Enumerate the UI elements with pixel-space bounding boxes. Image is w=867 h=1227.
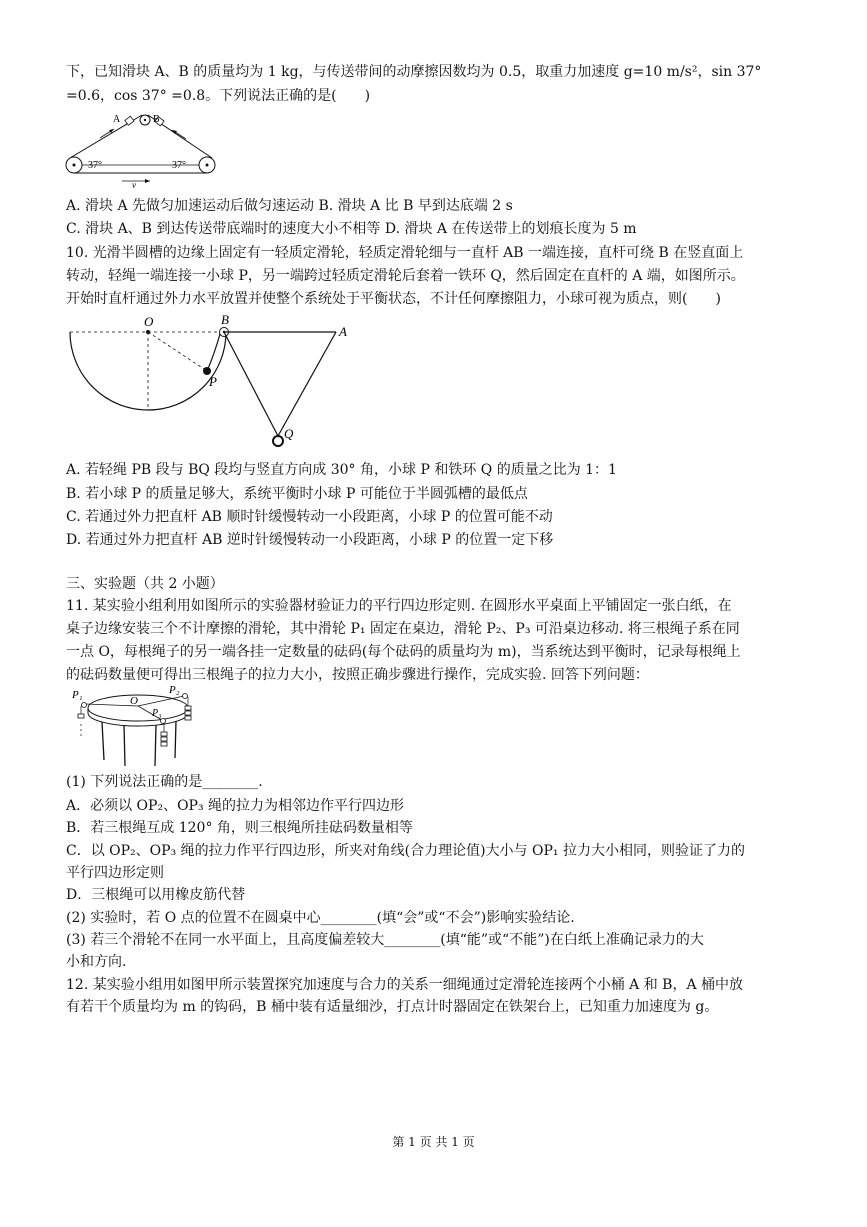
q12-stem-line2: 有若干个质量均为 m 的钩码，B 桶中装有适量细沙，打点计时器固定在铁架台上，已知重力加速度为 g。 (66, 999, 719, 1015)
fig-label-p1: P₁ (72, 689, 83, 701)
q10-option-c: C. 若通过外力把直杆 AB 顺时针缓慢转动一小段距离，小球 P 的位置可能不动 (66, 509, 553, 525)
fig-label-v: v (132, 180, 136, 190)
q9-stem-line1: 下，已知滑块 A、B 的质量均为 1 kg，与传送带间的动摩擦因数均为 0.5，取重力加速度 g=10 m/s²，sin 37° (66, 64, 762, 80)
q10-option-b: B. 若小球 P 的质量足够大，系统平衡时小球 P 可能位于半圆弧槽的最低点 (66, 486, 528, 502)
q9-option-cd: C. 滑块 A、B 到达传送带底端时的速度大小不相等 D. 滑块 A 在传送带上的划痕长度为 5 m (66, 221, 637, 237)
q11-sub2: (2) 实验时，若 O 点的位置不在圆桌中心________(填“会”或“不会”)影响实验结论. (66, 910, 575, 926)
q11-sub1: (1) 下列说法正确的是________. (66, 774, 263, 790)
q10-stem-line2: 转动，轻绳一端连接一小球 P，另一端跨过轻质定滑轮后套着一铁环 Q，然后固定在直杆的 A 端，如图所示。 (66, 268, 745, 284)
fig-label-b: B (221, 312, 229, 327)
section-title: 三、实验题（共 2 小题） (66, 576, 224, 592)
q11-option-c-line1: C．以 OP₂、OP₃ 绳的拉力作平行四边形，所夹对角线(合力理论值)大小与 OP₁ 拉力大小相同，则验证了力的 (66, 843, 745, 859)
fig-label-o: O (144, 314, 154, 329)
q11-option-a: A．必须以 OP₂、OP₃ 绳的拉力为相邻边作平行四边形 (66, 798, 405, 814)
q11-stem-line4: 的砝码数量便可得出三根绳子的拉力大小，按照正确步骤进行操作，完成实验. 回答下列问题： (66, 667, 649, 683)
q11-option-c-line2: 平行四边形定则 (66, 865, 164, 881)
q11-stem-line1: 11. 某实验小组利用如图所示的实验器材验证力的平行四边形定则. 在圆形水平桌面上平铺固定一张白纸，在 (66, 598, 732, 614)
page-footer: 第 1 页 共 1 页 (392, 1135, 475, 1149)
conveyor-belt-figure (62, 108, 222, 190)
q11-stem-line2: 桌子边缘安装三个不计摩擦的滑轮，其中滑轮 P₁ 固定在桌边，滑轮 P₂、P₃ 可沿桌边移动. 将三根绳子系在同 (66, 621, 740, 637)
fig-label-p2: P₂ (169, 686, 180, 696)
fig-angle-left: 37° (88, 160, 102, 171)
q11-sub3-line2: 小和方向. (66, 954, 127, 970)
semicircle-pulley-figure (64, 310, 364, 456)
fig-label-a: A (113, 114, 121, 125)
q11-option-d: D．三根绳可以用橡皮筋代替 (66, 887, 246, 903)
q11-sub3-line1: (3) 若三个滑轮不在同一水平面上，且高度偏差较大________(填“能”或“不能”)在白纸上准确记录力的大 (66, 932, 704, 948)
fig-label-b: B (153, 114, 160, 125)
q10-stem-line3: 开始时直杆通过外力水平放置并使整个系统处于平衡状态，不计任何摩擦阻力，小球可视为质点，则( ) (66, 291, 721, 307)
fig-label-a: A (339, 324, 347, 339)
q10-stem-line1: 10. 光滑半圆槽的边缘上固定有一轻质定滑轮，轻质定滑轮细与一直杆 AB 一端连接，直杆可绕 B 在竖直面上 (66, 245, 744, 261)
q11-stem-line3: 一点 O，每根绳子的另一端各挂一定数量的砝码(每个砝码的质量均为 m)，当系统达到平衡时，记录每根绳上 (66, 644, 741, 660)
round-table-figure (66, 686, 206, 768)
fig-label-p: P (209, 374, 217, 389)
fig-label-p3: P₃ (152, 708, 162, 719)
fig-angle-right: 37° (172, 160, 186, 171)
fig-label-o: O (130, 695, 138, 707)
q10-option-d: D. 若通过外力把直杆 AB 逆时针缓慢转动一小段距离，小球 P 的位置一定下移 (66, 532, 554, 548)
fig-label-q: Q (284, 426, 294, 441)
q11-option-b: B．若三根绳互成 120° 角，则三根绳所挂砝码数量相等 (66, 820, 413, 836)
q12-stem-line1: 12. 某实验小组用如图甲所示装置探究加速度与合力的关系一细绳通过定滑轮连接两个小桶 A 和 B，A 桶中放 (66, 977, 744, 993)
q9-stem-line2: =0.6，cos 37° =0.8。下列说法正确的是( ) (66, 88, 371, 104)
q9-option-ab: A. 滑块 A 先做匀加速运动后做匀速运动 B. 滑块 A 比 B 早到达底端 2 s (66, 198, 513, 214)
q10-option-a: A. 若轻绳 PB 段与 BQ 段均与竖直方向成 30° 角，小球 P 和铁环 Q 的质量之比为 1：1 (66, 462, 617, 478)
